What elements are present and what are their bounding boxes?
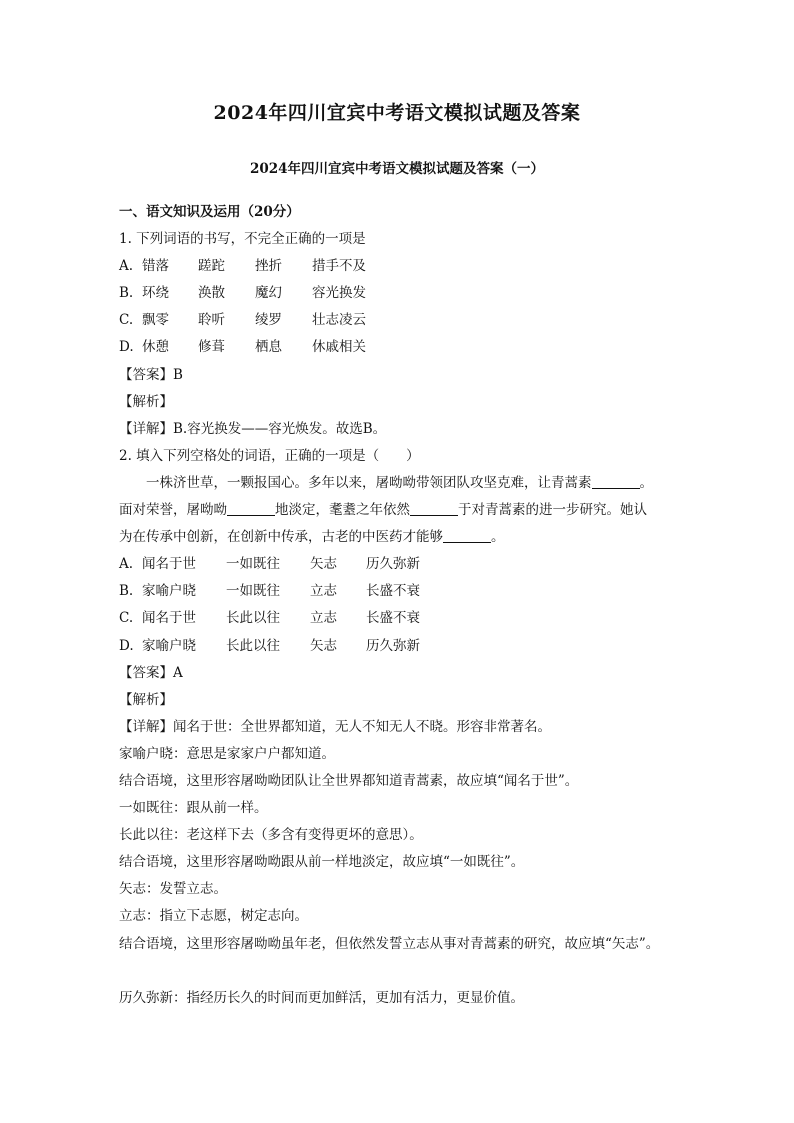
passage-text: 于对青蒿素的进一步研究。她认 [458, 502, 647, 519]
option-word: 飘零 [142, 312, 169, 329]
explanation-line: 长此以往：老这样下去（多含有变得更坏的意思）。 [119, 827, 423, 844]
option-word: 聆听 [198, 312, 225, 329]
option-word: 闻名于世 [142, 556, 196, 573]
question-2-analysis-heading: 【解析】 [119, 691, 173, 708]
explanation-line: 一如既往：跟从前一样。 [119, 800, 268, 817]
question-2-passage-line-3 [119, 524, 689, 551]
passage-text: 面对荣誉，屠呦呦 [119, 502, 227, 519]
question-2-option-a [119, 551, 689, 578]
passage-text: 为在传承中创新，在创新中传承，古老的中医药才能够 [119, 529, 443, 546]
passage-text: 。 [491, 529, 505, 546]
question-1-option-d [119, 334, 689, 361]
option-word: 壮志凌云 [312, 312, 366, 329]
option-word: 容光换发 [312, 285, 366, 302]
option-label: B. [119, 285, 134, 302]
option-word: 修葺 [198, 339, 225, 356]
document-body [119, 199, 689, 1012]
question-2-option-b [119, 578, 689, 605]
option-word: 挫折 [255, 258, 282, 275]
option-word: 长盛不衰 [366, 610, 420, 627]
question-2-option-d [119, 633, 689, 660]
passage-text: 。 [639, 474, 653, 491]
option-word: 历久弥新 [366, 556, 420, 573]
option-word: 立志 [310, 583, 337, 600]
option-word: 矢志 [310, 637, 337, 654]
document-subtitle: 2024年四川宜宾中考语文模拟试题及答案（一） [249, 161, 545, 177]
option-word: 错落 [142, 258, 169, 275]
explanation-line: 结合语境，这里形容屠呦呦团队让全世界都知道青蒿素，故应填“闻名于世”。 [119, 772, 579, 789]
option-word: 一如既往 [226, 583, 280, 600]
explanation-line: 【详解】闻名于世：全世界都知道，无人不知无人不晓。形容非常著名。 [119, 718, 551, 735]
option-word: 矢志 [310, 556, 337, 573]
option-word: 家喻户晓 [142, 583, 196, 600]
document-title: 2024年四川宜宾中考语文模拟试题及答案 [213, 102, 581, 124]
option-label: D. [119, 637, 134, 654]
question-1-option-b [119, 280, 689, 307]
fill-blank [443, 528, 491, 543]
option-word: 长此以往 [226, 610, 280, 627]
question-1-detail: 【详解】B.容光换发——容光焕发。故选B。 [119, 420, 387, 437]
option-word: 涣散 [198, 285, 225, 302]
passage-text: 地淡定，耄耋之年依然 [275, 502, 410, 519]
section-heading: 一、语文知识及运用（20分） [119, 204, 300, 220]
explanation-line: 家喻户晓：意思是家家户户都知道。 [119, 745, 335, 762]
question-1-answer: 【答案】B [119, 366, 183, 383]
option-word: 闻名于世 [142, 610, 196, 627]
option-word: 休憩 [142, 339, 169, 356]
explanation-line: 立志：指立下志愿，树定志向。 [119, 908, 308, 925]
question-1-stem: 1. 下列词语的书写，不完全正确的一项是 [119, 231, 366, 248]
explanation-line: 历久弥新：指经历长久的时间而更加鲜活，更加有活力，更显价值。 [119, 989, 524, 1006]
question-2-stem: 2. 填入下列空格处的词语，正确的一项是（ ） [119, 447, 420, 464]
explanation-line: 结合语境，这里形容屠呦呦虽年老，但依然发誓立志从事对青蒿素的研究，故应填“矢志”。 [119, 935, 660, 952]
option-word: 长此以往 [226, 637, 280, 654]
question-1-option-a [119, 253, 689, 280]
option-word: 家喻户晓 [142, 637, 196, 654]
option-label: A. [119, 258, 134, 275]
option-label: D. [119, 339, 134, 356]
question-1-analysis-heading: 【解析】 [119, 393, 173, 410]
option-label: A. [119, 556, 134, 573]
passage-text: 一株济世草，一颗报国心。多年以来，屠呦呦带领团队攻坚克难，让青蒿素 [146, 474, 592, 491]
option-word: 一如既往 [226, 556, 280, 573]
option-word: 蹉跎 [198, 258, 225, 275]
fill-blank [592, 474, 640, 489]
option-word: 魔幻 [255, 285, 282, 302]
option-word: 措手不及 [312, 258, 366, 275]
option-word: 立志 [310, 610, 337, 627]
option-word: 栖息 [255, 339, 282, 356]
fill-blank [227, 501, 275, 516]
option-word: 长盛不衰 [366, 583, 420, 600]
question-2-answer: 【答案】A [119, 664, 183, 681]
question-2-passage-line-1 [119, 470, 689, 497]
option-label: C. [119, 312, 134, 329]
option-word: 历久弥新 [366, 637, 420, 654]
question-1-option-c [119, 307, 689, 334]
question-2-passage-line-2 [119, 497, 689, 524]
option-word: 休戚相关 [312, 339, 366, 356]
paragraph-gap [119, 958, 689, 985]
fill-blank [410, 501, 458, 516]
option-word: 绫罗 [255, 312, 282, 329]
option-word: 环绕 [142, 285, 169, 302]
question-2-option-c [119, 605, 689, 632]
option-label: C. [119, 610, 134, 627]
explanation-line: 结合语境，这里形容屠呦呦跟从前一样地淡定，故应填“一如既往”。 [119, 854, 525, 871]
explanation-line: 矢志：发誓立志。 [119, 881, 227, 898]
option-label: B. [119, 583, 134, 600]
